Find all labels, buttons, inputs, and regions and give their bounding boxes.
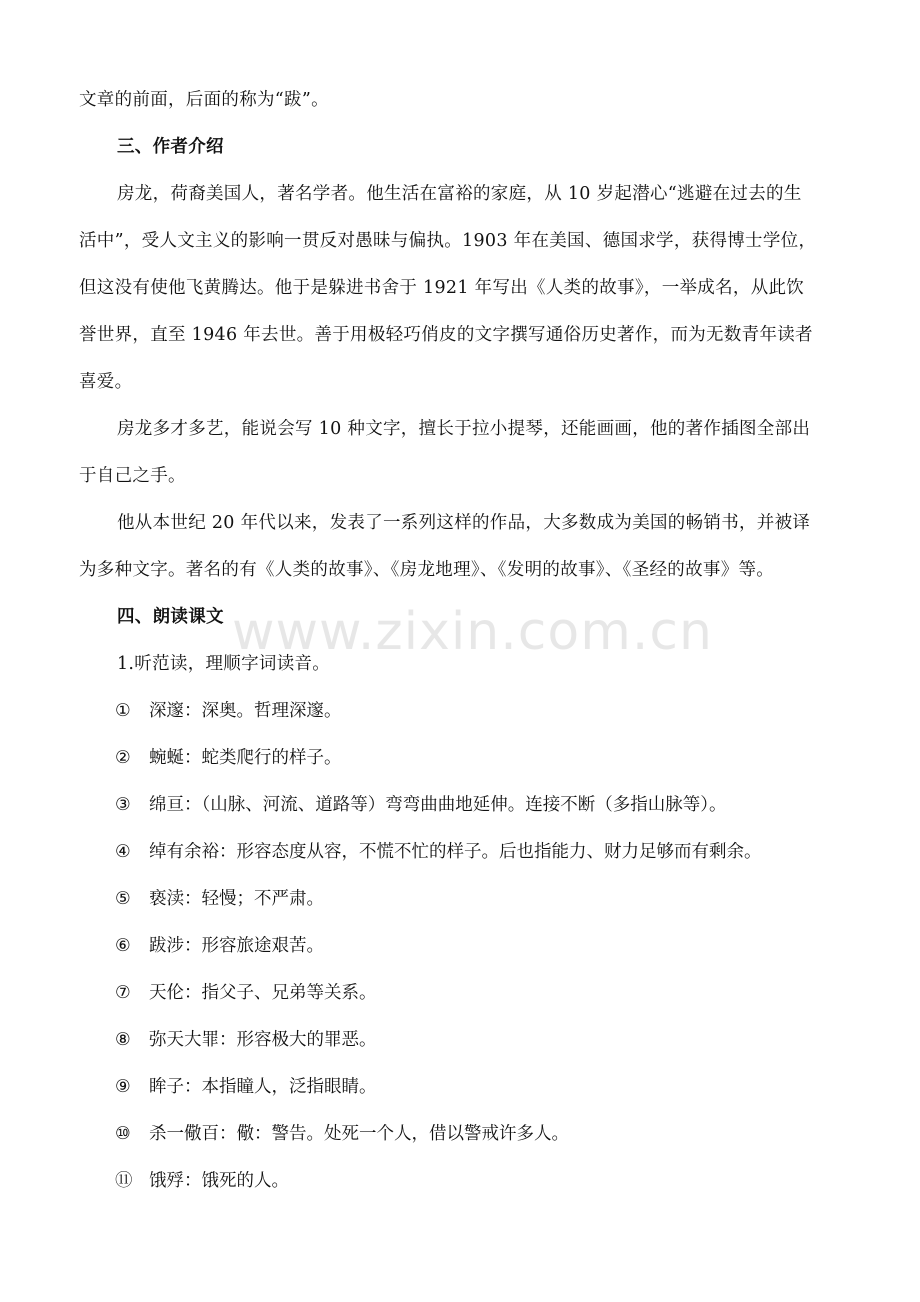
vocab-item: [115, 1123, 569, 1145]
section-3-heading: 三、作者介绍: [117, 137, 224, 157]
item-number: ⑩: [115, 1124, 131, 1144]
intro-tail-text: 文章的前面，后面的称为“跋”。: [79, 90, 329, 110]
vocab-item: [115, 935, 324, 957]
paragraph-line: 为多种文字。著名的有《人类的故事》、《房龙地理》、《发明的故事》、《圣经的故事》等。: [79, 560, 775, 580]
item-number: ⑨: [115, 1077, 131, 1097]
item-number: ④: [115, 842, 131, 862]
item-text: 杀一儆百：儆：警告。处死一个人，借以警戒许多人。: [149, 1124, 569, 1144]
item-number: ①: [115, 701, 131, 721]
paragraph-line: 活中”，受人文主义的影响一贯反对愚昧与偏执。1903 年在美国、德国求学，获得博士学位，: [79, 231, 817, 251]
paragraph-line: 房龙，荷裔美国人，著名学者。他生活在富裕的家庭，从 10 岁起潜心“逃避在过去的生: [117, 184, 802, 204]
vocab-item: [115, 1170, 289, 1192]
paragraph-line: 房龙多才多艺，能说会写 10 种文字，擅长于拉小提琴，还能画画，他的著作插图全部出: [117, 419, 811, 439]
vocab-item: [115, 888, 324, 910]
item-number: ⑧: [115, 1030, 131, 1050]
item-text: 天伦：指父子、兄弟等关系。: [149, 983, 377, 1003]
item-text: 跋涉：形容旅途艰苦。: [149, 936, 324, 956]
section-4-heading: 四、朗读课文: [117, 607, 224, 627]
vocab-item: [115, 794, 727, 816]
vocab-item: [115, 1076, 377, 1098]
item-text: 绵亘：（山脉、河流、道路等）弯弯曲曲地延伸。连接不断（多指山脉等）。: [149, 795, 727, 815]
vocab-item: [115, 841, 762, 863]
item-number: ⑤: [115, 889, 131, 909]
item-number: ③: [115, 795, 131, 815]
subheading-listen: 1.听范读，理顺字词读音。: [117, 654, 331, 674]
item-text: 绰有余裕：形容态度从容，不慌不忙的样子。后也指能力、财力足够而有剩余。: [149, 842, 762, 862]
item-text: 饿殍：饿死的人。: [149, 1171, 289, 1191]
paragraph-line: 但这没有使他飞黄腾达。他于是躲进书舍于 1921 年写出《人类的故事》，一举成名，从此饮: [79, 278, 805, 298]
item-text: 弥天大罪：形容极大的罪恶。: [149, 1030, 377, 1050]
vocab-item: [115, 747, 342, 769]
item-text: 深邃：深奥。哲理深邃。: [149, 701, 342, 721]
item-text: 蜿蜒：蛇类爬行的样子。: [149, 748, 342, 768]
item-number: ⑥: [115, 936, 131, 956]
watermark: www.zixin.com.cn: [232, 602, 713, 662]
item-number: ⑦: [115, 983, 131, 1003]
item-text: 眸子：本指瞳人，泛指眼睛。: [149, 1077, 377, 1097]
paragraph-line: 誉世界，直至 1946 年去世。善于用极轻巧俏皮的文字撰写通俗历史著作，而为无数青年读者: [79, 325, 813, 345]
paragraph-line: 他从本世纪 20 年代以来，发表了一系列这样的作品，大多数成为美国的畅销书，并被译: [117, 513, 811, 533]
item-number: ②: [115, 748, 131, 768]
vocab-item: [115, 700, 342, 722]
item-number: ⑪: [115, 1171, 133, 1191]
paragraph-line: 于自己之手。: [79, 466, 186, 486]
item-text: 亵渎：轻慢；不严肃。: [149, 889, 324, 909]
paragraph-line: 喜爱。: [79, 372, 133, 392]
vocab-item: [115, 982, 377, 1004]
vocab-item: [115, 1029, 377, 1051]
